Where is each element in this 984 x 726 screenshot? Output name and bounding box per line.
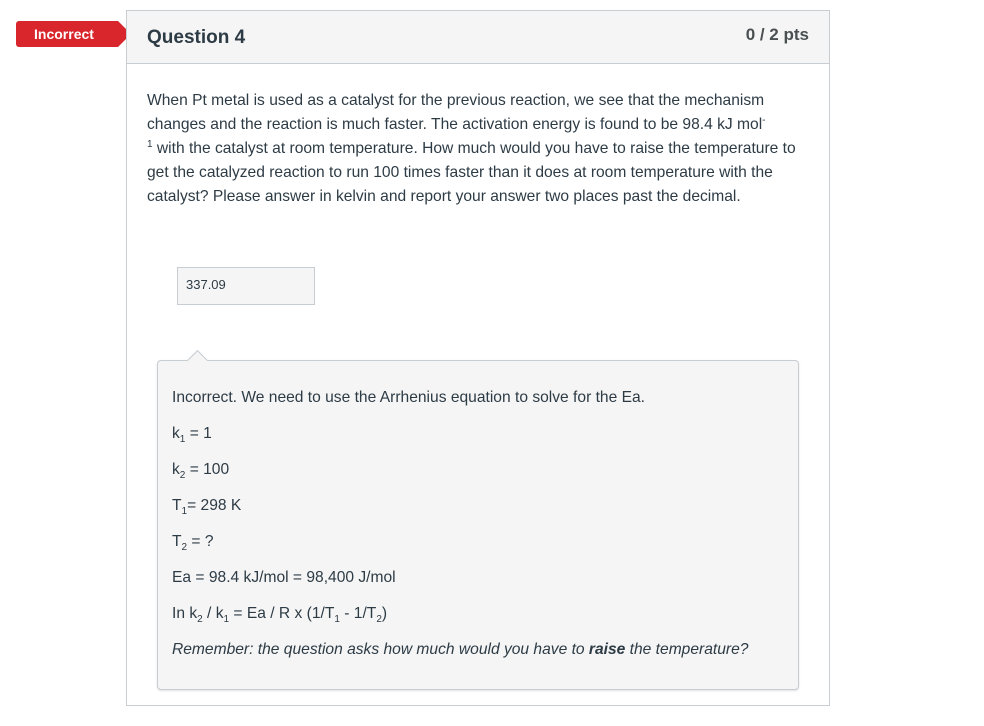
reminder-bold: raise bbox=[588, 641, 626, 658]
k1-value: = 1 bbox=[185, 425, 212, 442]
question-text-sup: 1 bbox=[147, 138, 153, 150]
reminder-before: Remember: the question asks how much would you have to bbox=[172, 641, 589, 658]
t2-value: = ? bbox=[187, 533, 214, 550]
eq-part3: = Ea / R x (1/T bbox=[229, 605, 335, 622]
k1-var: k bbox=[172, 425, 180, 442]
t2-sub: 2 bbox=[181, 542, 188, 554]
eq-part2: / k bbox=[202, 605, 224, 622]
question-title: Question 4 bbox=[147, 27, 246, 48]
k2-value: = 100 bbox=[185, 461, 230, 478]
feedback-k1 bbox=[172, 425, 212, 446]
question-points: 0 / 2 pts bbox=[745, 25, 809, 44]
answer-input[interactable]: 337.09 bbox=[177, 267, 315, 305]
t1-value: = 298 K bbox=[187, 497, 242, 514]
eq-sub4: 2 bbox=[376, 614, 382, 626]
feedback-intro: Incorrect. We need to use the Arrhenius equation to solve for the Ea. bbox=[172, 389, 646, 406]
status-label: Incorrect bbox=[34, 26, 94, 42]
feedback-k2 bbox=[172, 461, 230, 482]
feedback-ea: Ea = 98.4 kJ/mol = 98,400 J/mol bbox=[172, 569, 396, 586]
feedback-t2 bbox=[172, 533, 214, 554]
t1-sub: 1 bbox=[181, 506, 188, 518]
k2-var: k bbox=[172, 461, 180, 478]
feedback-pointer bbox=[187, 350, 208, 371]
incorrect-status-flag bbox=[16, 21, 118, 47]
eq-sub2: 1 bbox=[223, 614, 230, 626]
k1-sub: 1 bbox=[179, 434, 186, 446]
k2-sub: 2 bbox=[179, 470, 186, 482]
t1-var: T bbox=[172, 497, 182, 514]
question-card bbox=[126, 10, 830, 706]
eq-sub3: 1 bbox=[334, 614, 340, 626]
eq-part1: In k bbox=[172, 605, 198, 622]
question-text-part2: with the catalyst at room temperature. How much would you have to raise the temperature to get the catalyzed reaction to run 100 times faster than it does at room temperature with the catalyst? Please answer in kelvin and report your answer two places past the decimal. bbox=[147, 140, 796, 205]
question-text-part1: When Pt metal is used as a catalyst for the previous reaction, we see that the mechanism changes and the reaction is much faster. The activation energy is found to be 98.4 kJ mol bbox=[147, 92, 765, 133]
eq-part4: - 1/T bbox=[339, 605, 377, 622]
question-text-sup-minus: - bbox=[762, 114, 766, 126]
feedback-box bbox=[157, 360, 799, 690]
feedback-reminder bbox=[172, 641, 748, 659]
feedback-t1 bbox=[172, 497, 242, 518]
eq-part5: ) bbox=[381, 605, 388, 622]
t2-var: T bbox=[172, 533, 182, 550]
question-header bbox=[127, 11, 829, 64]
eq-sub1: 2 bbox=[197, 614, 203, 626]
reminder-after: the temperature? bbox=[625, 641, 749, 658]
feedback-equation bbox=[172, 605, 388, 626]
question-text bbox=[147, 89, 813, 209]
